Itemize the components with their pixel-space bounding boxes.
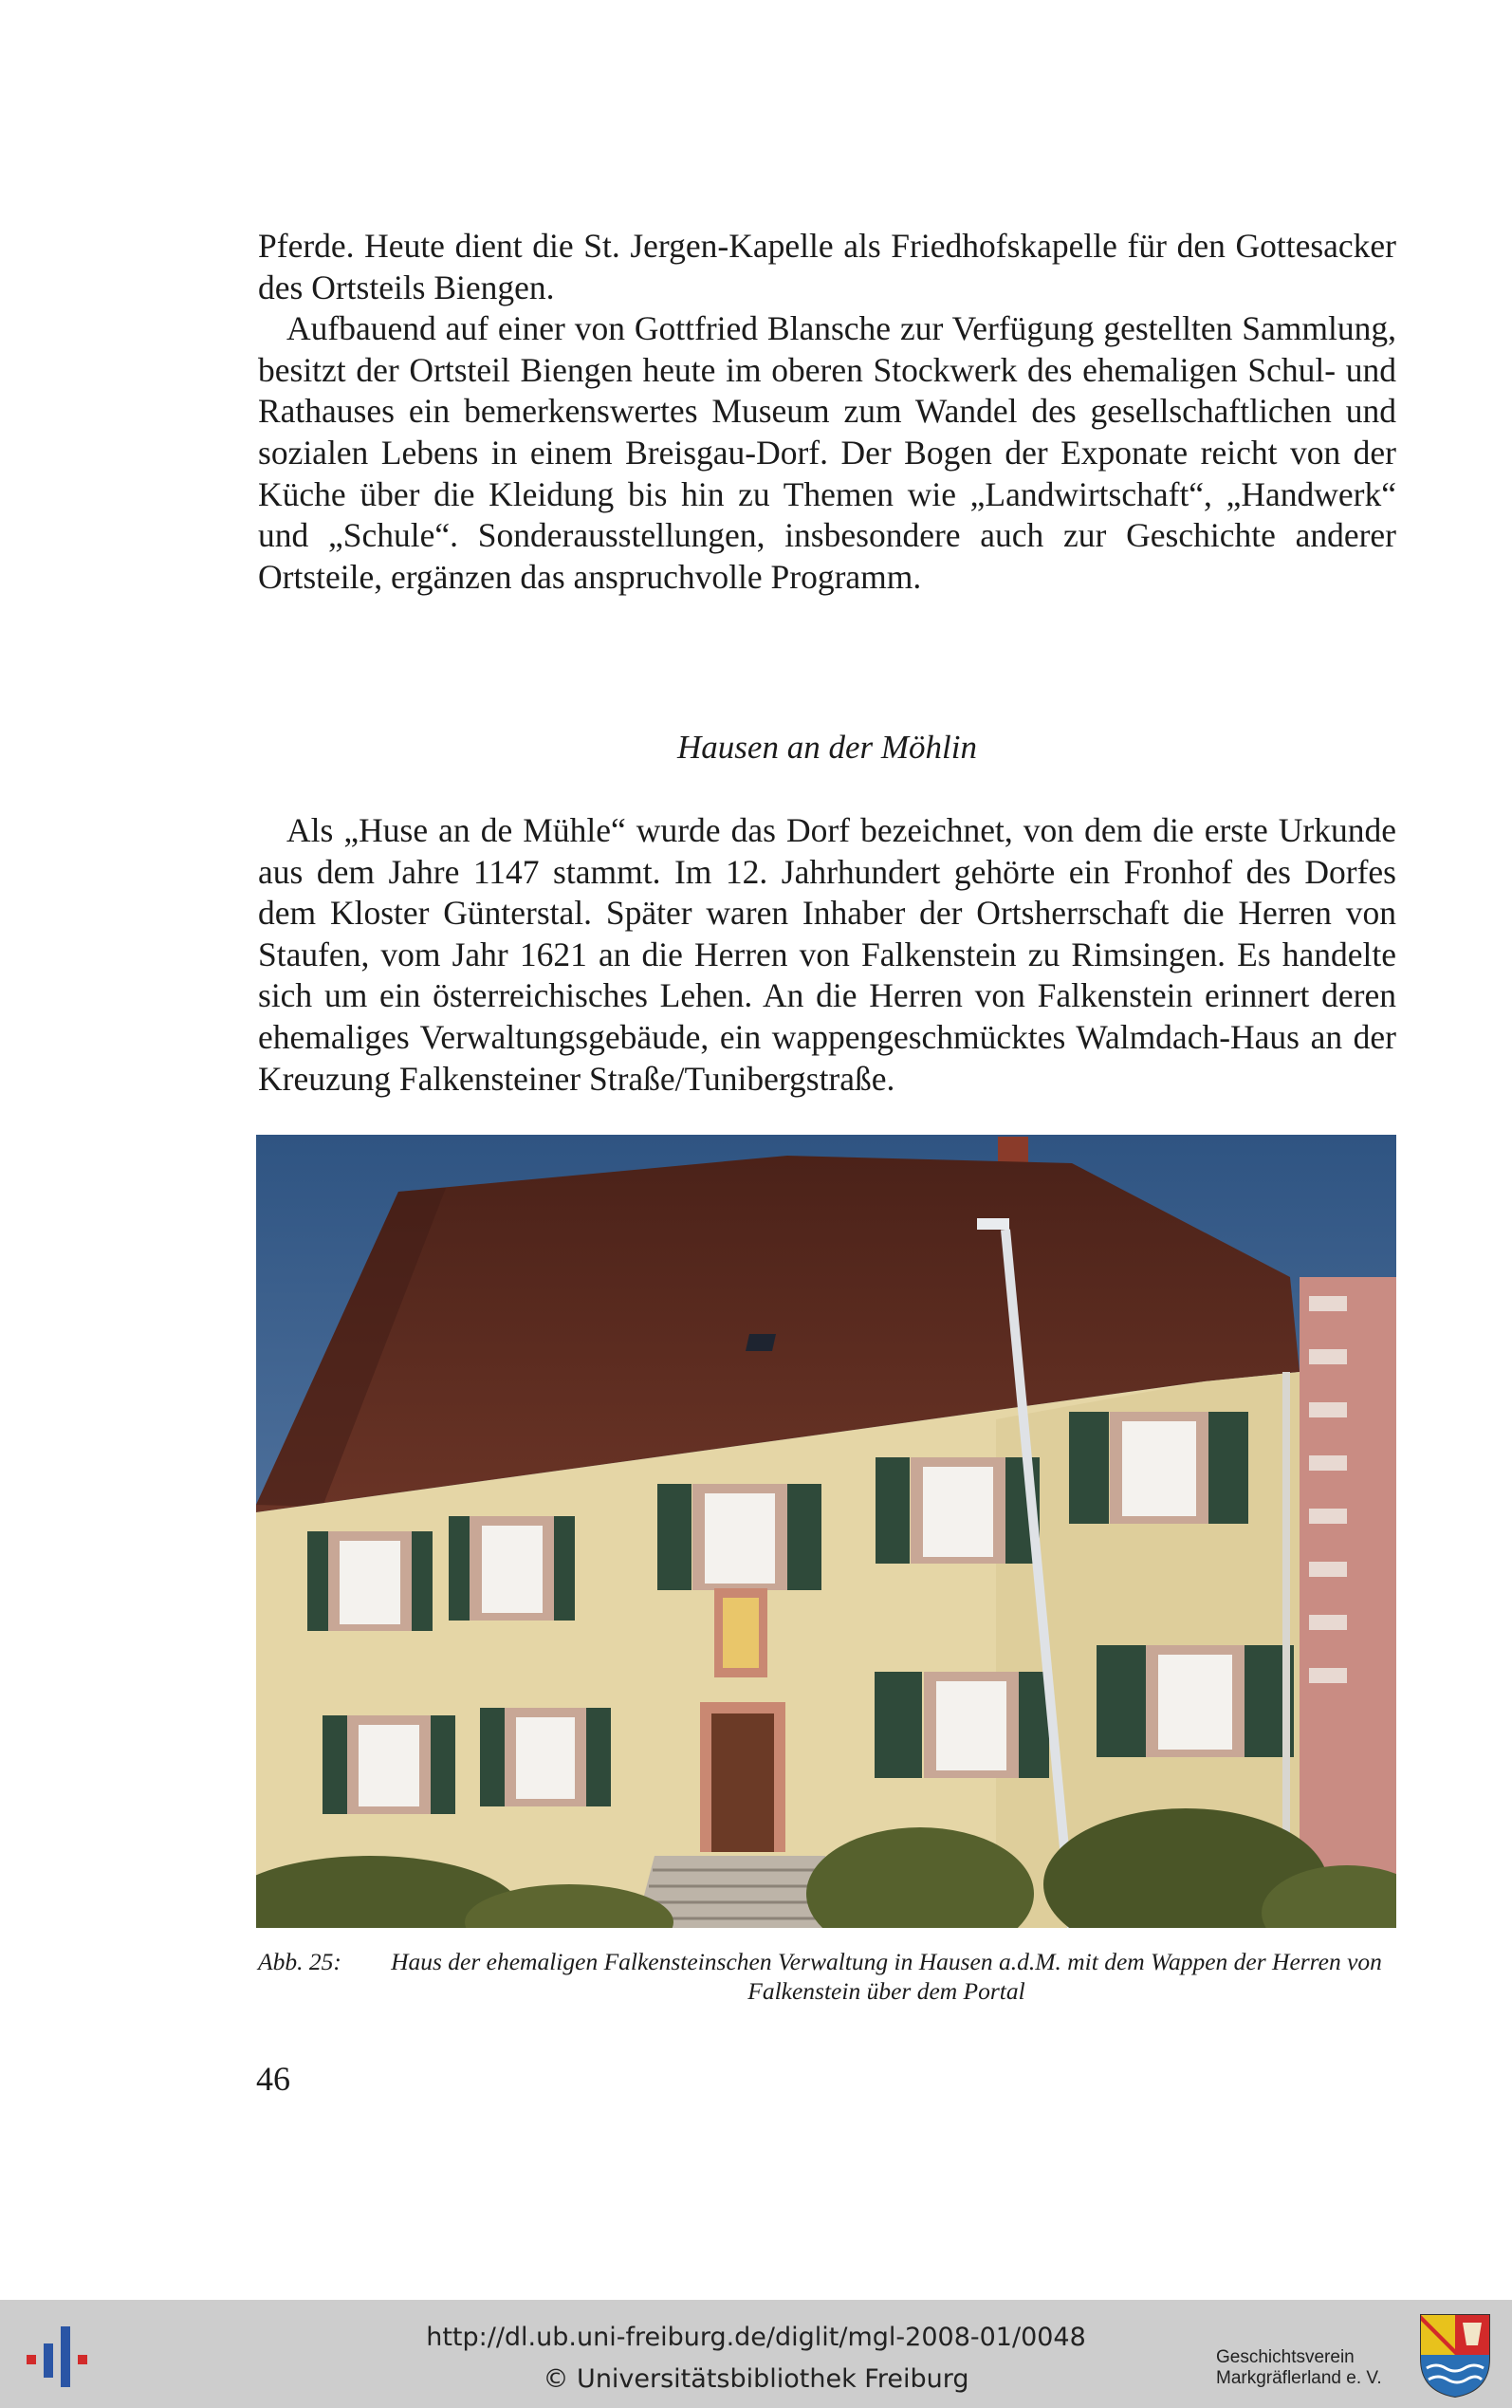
house-photo: [256, 1135, 1396, 1928]
body-text-top: [258, 226, 1396, 598]
markgraeflerland-crest-icon: [1417, 2311, 1493, 2399]
body-text-section: [258, 810, 1396, 1100]
paragraph: Pferde. Heute dient die St. Jergen-Kapelle als Friedhofskapelle für den Gottesacker des Ortsteils Biengen.: [258, 227, 1396, 306]
footer-url[interactable]: http://dl.ub.uni-freiburg.de/diglit/mgl-2008-01/0048: [426, 2323, 1086, 2352]
society-name: [1216, 2347, 1406, 2389]
figure-caption-text: Haus der ehemaligen Falkensteinschen Verwaltung in Hausen a.d.M. mit dem Wappen der Herren von Falkenstein über dem Portal: [391, 1948, 1382, 2005]
society-line-1: Geschichtsverein: [1216, 2347, 1355, 2367]
figure-caption: [258, 1947, 1396, 2006]
paragraph: Als „Huse an de Mühle“ wurde das Dorf bezeichnet, von dem die erste Urkunde aus dem Jahre 1147 stammt. Im 12. Jahrhundert gehörte ein Fronhof des Dorfes dem Kloster Günterstal. Später waren Inhaber der Ortsherrschaft die Herren von Staufen, vom Jahr 1621 an die Herren von Falkenstein zu Rimsingen. Es handelte sich um ein österreichisches Lehen. An die Herren von Falkenstein erinnert deren ehemaliges Verwaltungsgebäude, ein wappengeschmücktes Walmdach-Haus an der Kreuzung Falkensteiner Straße/Tunibergstraße.: [258, 811, 1396, 1098]
footer-bar: [0, 2300, 1512, 2408]
section-heading: Hausen an der Möhlin: [677, 729, 977, 766]
paragraph: Aufbauend auf einer von Gottfried Blansche zur Verfügung gestellten Sammlung, besitzt der Ortsteil Biengen heute im oberen Stockwerk des ehemaligen Schul- und Rathauses ein bemerkenswertes Museum zum Wandel des gesellschaftlichen und sozialen Lebens in einem Breisgau-Dorf. Der Bogen der Exponate reicht von der Küche über die Kleidung bis hin zu Themen wie „Landwirtschaft“, „Handwerk“ und „Schule“. Sonderausstellungen, insbesondere auch zur Geschichte anderer Ortsteile, ergänzen das anspruchvolle Programm.: [258, 309, 1396, 596]
society-line-2: Markgräflerland e. V.: [1216, 2368, 1382, 2388]
page-number: 46: [256, 2060, 290, 2098]
footer-copyright: © Universitätsbibliothek Freiburg: [543, 2364, 969, 2394]
figure-label: Abb. 25:: [258, 1948, 341, 1975]
